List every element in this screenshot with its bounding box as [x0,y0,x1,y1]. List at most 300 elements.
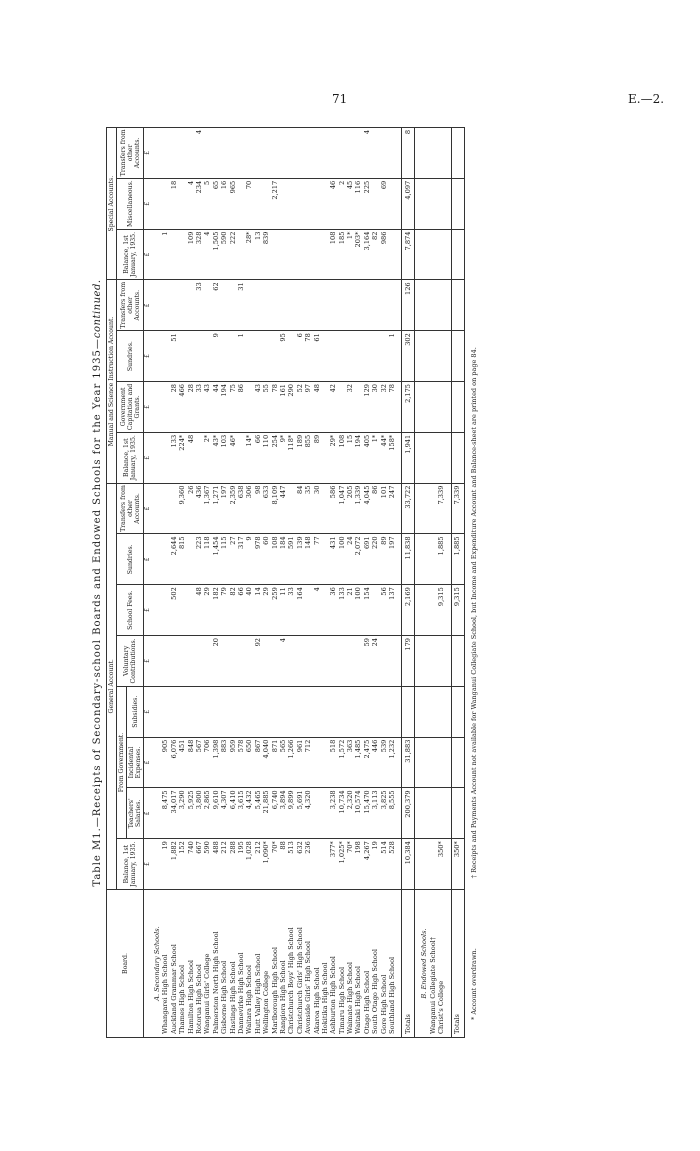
value-cell: 839 [262,229,270,280]
table-row [170,127,178,1037]
value-cell: 108 [329,229,337,280]
page-reference: E.—2. [628,92,665,106]
value-cell: 205 [346,483,354,534]
value-cell [229,636,237,687]
value-cell: 78 [388,382,396,433]
value-cell [429,432,437,483]
empty-cell [420,839,428,890]
value-cell [346,127,354,178]
empty-cell [153,585,161,636]
value-cell: 513 [287,839,295,890]
value-cell [429,585,437,636]
empty-cell [153,127,161,178]
value-cell: 44 [212,382,220,433]
value-cell [451,229,464,280]
value-cell [170,686,178,737]
value-cell [279,229,287,280]
value-cell [354,686,362,737]
value-cell: 70* [270,839,278,890]
value-cell: 4,307 [220,788,228,839]
value-cell: 48 [195,585,203,636]
value-cell: 212 [220,839,228,890]
value-cell: 2,217 [270,178,278,229]
value-cell: 2,644 [170,534,178,585]
value-cell: 3,894 [279,788,287,839]
value-cell: 14 [254,585,262,636]
value-cell: 189 [296,432,304,483]
value-cell: 1,339 [354,483,362,534]
value-cell [437,229,445,280]
totals-row-secondary [402,127,415,1037]
col-header: Teachers' Salaries. [127,788,144,839]
value-cell: 164 [296,585,304,636]
page-number: 71 [332,92,348,106]
value-cell: 1* [346,229,354,280]
value-cell: 48 [312,382,320,433]
value-cell [170,636,178,687]
value-cell: 848 [187,737,195,788]
value-cell: 650 [245,737,253,788]
value-cell: 9 [212,331,220,382]
value-cell: 446 [371,737,379,788]
value-cell [321,636,329,687]
value-cell: 528 [388,839,396,890]
value-cell [388,127,396,178]
value-cell: 45 [346,178,354,229]
value-cell [262,686,270,737]
value-cell [321,280,329,331]
unit-cell: £ [144,382,154,433]
value-cell [254,127,262,178]
value-cell [237,229,245,280]
value-cell: 223 [195,534,203,585]
value-cell: 86 [371,483,379,534]
empty-cell [420,229,428,280]
value-cell: 9,360 [178,483,186,534]
value-cell [371,178,379,229]
value-cell: 198 [354,839,362,890]
value-cell [161,280,169,331]
value-cell [338,280,346,331]
value-cell: 2,475 [363,737,371,788]
value-cell [195,331,203,382]
value-cell [429,534,437,585]
value-cell [312,788,320,839]
table-row [363,127,371,1037]
value-cell: 1* [371,432,379,483]
value-cell: 82 [371,229,379,280]
value-cell: 88 [279,839,287,890]
board-name-cell: Hastings High School [229,890,237,1038]
board-name-cell: Gore High School [380,890,388,1038]
table-row [161,127,169,1037]
table-row [203,127,211,1037]
value-cell [402,686,415,737]
table-row [270,127,278,1037]
empty-cell [420,737,428,788]
value-cell [321,178,329,229]
value-cell: 586 [329,483,337,534]
value-cell [220,636,228,687]
value-cell: 247 [388,483,396,534]
value-cell: 14* [245,432,253,483]
value-cell: 133 [338,585,346,636]
table-row [380,127,388,1037]
value-cell: 195 [237,839,245,890]
value-cell: 2,072 [354,534,362,585]
empty-cell [420,636,428,687]
value-cell: 306 [245,483,253,534]
value-cell [203,280,211,331]
value-cell [270,127,278,178]
value-cell [304,127,312,178]
table-row [279,127,287,1037]
value-cell: 212 [254,839,262,890]
value-cell: 9,899 [287,788,295,839]
board-name-cell: Southland High School [388,890,396,1038]
table-row [245,127,253,1037]
value-cell [321,839,329,890]
value-cell [229,331,237,382]
table-row [296,127,304,1037]
value-cell: 46 [329,178,337,229]
footnote-wanganui: † Receipts and Payments Account not available for Wanganui Collegiate School, but Income and Expenditure Account and Balance-sheet are printed on page 84. [469,347,478,879]
value-cell: 867 [254,737,262,788]
value-cell [451,178,464,229]
value-cell: 59 [363,636,371,687]
rotated-table-block [84,128,604,1038]
value-cell: 4 [187,178,195,229]
table-row [437,127,445,1037]
table-row [388,127,396,1037]
value-cell: 961 [296,737,304,788]
value-cell [437,788,445,839]
value-cell: 60 [262,534,270,585]
unit-row [144,127,154,1037]
empty-cell [420,585,428,636]
value-cell: 9* [279,432,287,483]
value-cell [321,127,329,178]
board-name-cell: Akaroa High School [312,890,320,1038]
value-cell: 43 [254,382,262,433]
value-cell: 28 [187,382,195,433]
value-cell [195,636,203,687]
value-cell: 158* [388,432,396,483]
board-name-cell: Waitaki High School [354,890,362,1038]
value-cell [437,280,445,331]
value-cell [338,127,346,178]
value-cell: 1,090* [262,839,270,890]
value-cell [380,127,388,178]
value-cell: 21 [346,585,354,636]
value-cell [178,585,186,636]
value-cell: 488 [212,839,220,890]
value-cell [161,483,169,534]
value-cell: 33 [287,585,295,636]
value-cell: 3,113 [371,788,379,839]
empty-cell [420,788,428,839]
header-manual-account: Manual and Science Instruction Account. [107,280,117,483]
value-cell: 1,941 [402,432,415,483]
value-cell: 225 [363,178,371,229]
value-cell: 61 [312,331,320,382]
value-cell [203,127,211,178]
value-cell: 46* [229,432,237,483]
value-cell [220,127,228,178]
value-cell: 986 [380,229,388,280]
value-cell: 447 [279,483,287,534]
value-cell [437,432,445,483]
value-cell [312,686,320,737]
value-cell [451,788,464,839]
value-cell: 3,825 [380,788,388,839]
value-cell: 33 [195,280,203,331]
value-cell [451,737,464,788]
value-cell: 110 [262,432,270,483]
table-row [329,127,337,1037]
value-cell [195,432,203,483]
value-cell: 70* [346,839,354,890]
value-cell [354,127,362,178]
value-cell [161,178,169,229]
value-cell: 31 [237,280,245,331]
value-cell [329,686,337,737]
value-cell [245,382,253,433]
value-cell: 15 [346,432,354,483]
header-special-accounts: Special Accounts. [107,127,117,279]
value-cell: 436 [195,483,203,534]
value-cell: 182 [212,585,220,636]
value-cell: 1,232 [388,737,396,788]
value-cell: 317 [237,534,245,585]
value-cell [338,686,346,737]
value-cell: 1,454 [212,534,220,585]
value-cell: 1,885 [437,534,445,585]
value-cell [220,686,228,737]
value-cell: 9,610 [212,788,220,839]
board-name-cell: Rangiora High School [279,890,287,1038]
board-name-cell: Christ's College [437,890,445,1038]
value-cell: 363 [346,737,354,788]
value-cell: 56 [380,585,388,636]
value-cell [287,229,295,280]
value-cell [161,382,169,433]
value-cell [451,331,464,382]
value-cell [363,280,371,331]
value-cell [187,534,195,585]
value-cell: 109 [187,229,195,280]
empty-cell [153,788,161,839]
value-cell: 8,555 [388,788,396,839]
value-cell [245,127,253,178]
value-cell [429,382,437,433]
value-cell: 95 [279,331,287,382]
value-cell: 1 [161,229,169,280]
value-cell: 40 [245,585,253,636]
value-cell [429,839,437,890]
value-cell [178,280,186,331]
value-cell [161,127,169,178]
value-cell: 1,885 [451,534,464,585]
value-cell: 11,838 [402,534,415,585]
value-cell: 103 [220,432,228,483]
value-cell [279,280,287,331]
value-cell: 20 [212,636,220,687]
value-cell [437,178,445,229]
board-name-cell: Wanganui Girls' College [203,890,211,1038]
value-cell [212,686,220,737]
value-cell: 133 [170,432,178,483]
value-cell [245,280,253,331]
value-cell [161,432,169,483]
value-cell: 13 [254,229,262,280]
col-header: Transfers from other Accounts. [117,127,144,178]
value-cell: 137 [388,585,396,636]
value-cell [262,636,270,687]
value-cell: 185 [338,229,346,280]
value-cell [388,229,396,280]
value-cell: 108 [270,534,278,585]
value-cell [229,686,237,737]
empty-cell [420,178,428,229]
value-cell: 539 [380,737,388,788]
value-cell: 65 [212,178,220,229]
value-cell: 9,315 [437,585,445,636]
section-b-heading: B. Endowed Schools. [420,890,428,1038]
value-cell: 32 [380,382,388,433]
empty-cell [153,382,161,433]
value-cell: 84 [296,483,304,534]
value-cell: 567 [195,737,203,788]
empty-cell [420,483,428,534]
value-cell [187,127,195,178]
table-row [354,127,362,1037]
table-row [321,127,329,1037]
value-cell [287,280,295,331]
value-cell: 34,017 [170,788,178,839]
value-cell [170,280,178,331]
value-cell [380,686,388,737]
value-cell: 139 [296,534,304,585]
value-cell: 2* [203,432,211,483]
empty-cell [153,839,161,890]
value-cell: 1,271 [212,483,220,534]
value-cell: 5,925 [187,788,195,839]
board-name-cell: Totals [451,890,464,1038]
value-cell: 871 [270,737,278,788]
value-cell [170,483,178,534]
value-cell: 18 [170,178,178,229]
value-cell [321,788,329,839]
value-cell [388,178,396,229]
value-cell: 965 [229,178,237,229]
value-cell [170,229,178,280]
value-cell [220,331,228,382]
value-cell [388,686,396,737]
value-cell: 224* [178,432,186,483]
value-cell: 7,339 [451,483,464,534]
value-cell: 24 [346,534,354,585]
value-cell [346,686,354,737]
board-name-cell: Otago High School [363,890,371,1038]
value-cell [321,686,329,737]
value-cell: 2,865 [203,788,211,839]
value-cell: 2,320 [346,788,354,839]
value-cell [388,636,396,687]
value-cell [312,178,320,229]
board-name-cell: Palmerston North High School [212,890,220,1038]
empty-cell [420,686,428,737]
section-a-heading: A. Secondary Schools. [153,890,161,1038]
value-cell [437,636,445,687]
value-cell: 1,882 [170,839,178,890]
value-cell: 116 [354,178,362,229]
value-cell [354,636,362,687]
value-cell: 2 [338,178,346,229]
section-heading [153,127,161,1037]
board-name-cell: Dannevirke High School [237,890,245,1038]
value-cell [321,382,329,433]
value-cell [429,686,437,737]
value-cell [321,534,329,585]
value-cell [329,127,337,178]
value-cell [429,737,437,788]
footnote-overdrawn: * Account overdrawn. [469,948,478,1020]
value-cell [451,686,464,737]
table-row [237,127,245,1037]
value-cell [262,127,270,178]
table-row [346,127,354,1037]
unit-blank-cell [144,890,154,1038]
table-title-main: Table M1.—Receipts of Secondary-school Boards and Endowed Schools for the Year 1935— [92,338,103,887]
value-cell: 30 [312,483,320,534]
value-cell [270,280,278,331]
value-cell: 9,315 [451,585,464,636]
empty-cell [420,331,428,382]
value-cell: 26 [187,483,195,534]
value-cell [346,280,354,331]
value-cell: 502 [170,585,178,636]
value-cell [296,686,304,737]
value-cell [237,178,245,229]
value-cell [388,280,396,331]
value-cell [329,280,337,331]
col-header: Sundries. [117,331,144,382]
value-cell: 5,465 [254,788,262,839]
value-cell: 1,398 [212,737,220,788]
value-cell [161,686,169,737]
value-cell [237,432,245,483]
value-cell: 197 [220,483,228,534]
value-cell [321,737,329,788]
value-cell: 706 [203,737,211,788]
value-cell: 4 [363,127,371,178]
value-cell: 4,432 [245,788,253,839]
value-cell: 27 [229,534,237,585]
value-cell [262,280,270,331]
value-cell [451,382,464,433]
value-cell [312,737,320,788]
value-cell: 328 [195,229,203,280]
value-cell: 220 [371,534,379,585]
value-cell: 350* [451,839,464,890]
value-cell [451,432,464,483]
value-cell [178,331,186,382]
footnotes [470,128,478,1038]
value-cell: 79 [220,585,228,636]
value-cell: 203* [354,229,362,280]
table-title-continued: continued. [92,279,103,339]
